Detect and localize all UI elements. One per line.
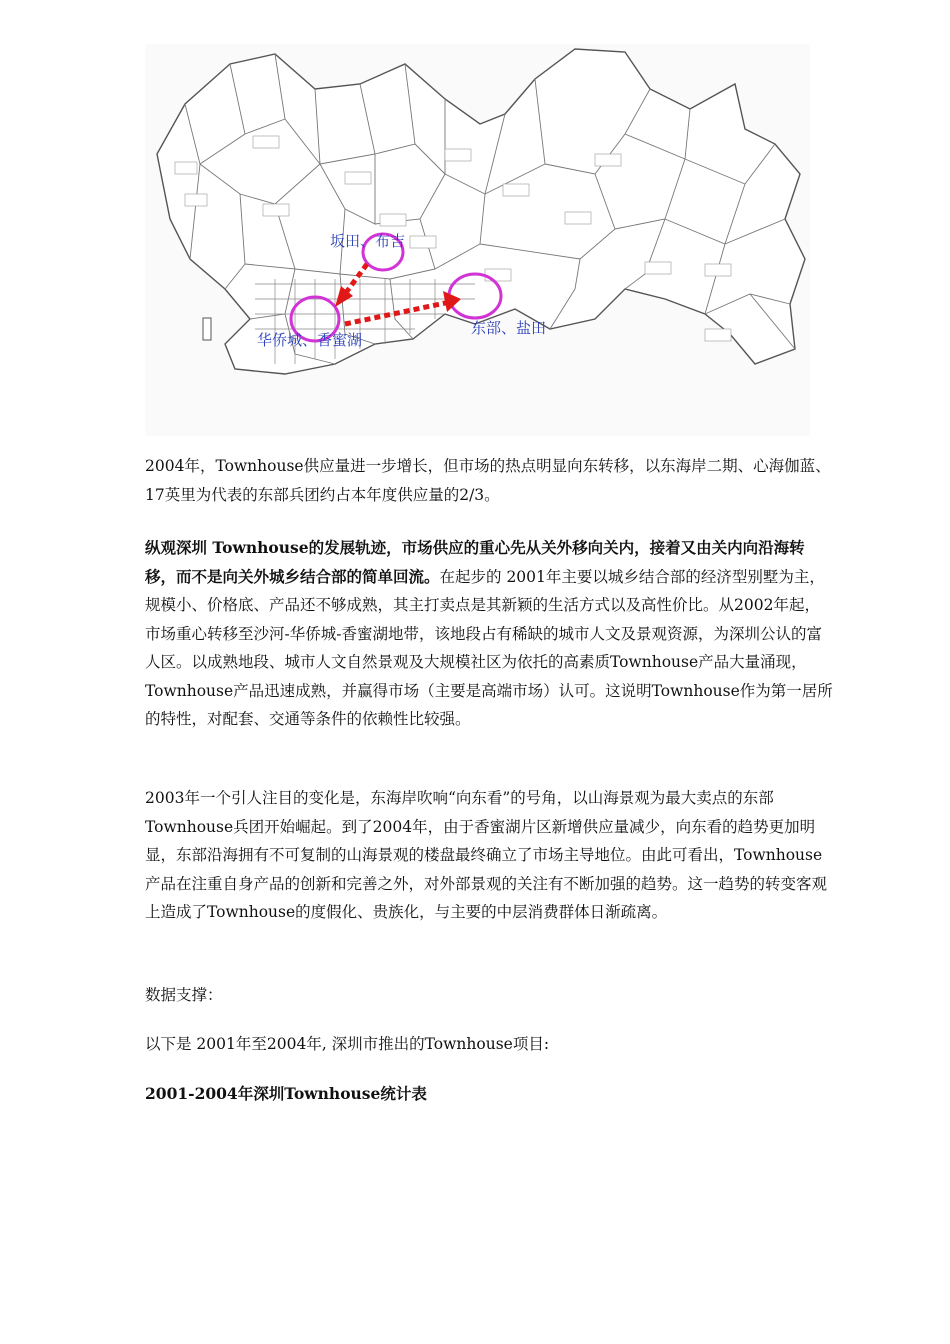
table-title: 2001-2004年深圳Townhouse统计表 (145, 1084, 427, 1103)
paragraph-development-trajectory (145, 534, 835, 734)
island (203, 318, 211, 340)
paragraph-body: 在起步的 2001年主要以城乡结合部的经济型别墅为主，规模小、价格底、产品还不够成熟，其主打卖点是其新颖的生活方式以及高性价比。从2002年起，市场重心转移至沙河-华侨城-香蜜湖地带，该地段占有稀缺的城市人文及景观资源，为深圳公认的富人区。以成熟地段、城市人文自然景观及大规模社区为依托的高素质Townhouse产品大量涌现，Townhouse产品迅速成熟，并赢得市场（主要是高端市场）认可。这说明Townhouse作为第一居所的特性，对配套、交通等条件的依赖性比较强。 (145, 567, 833, 728)
paragraph-2003-change: 2003年一个引人注目的变化是，东海岸吹响“向东看”的号角，以山海景观为最大卖点的东部Townhouse兵团开始崛起。到了2004年，由于香蜜湖片区新增供应量减少，向东看的趋势更加明显，东部沿海拥有不可复制的山海景观的楼盘最终确立了市场主导地位。由此可看出，Townhouse产品在注重自身产品的创新和完善之外，对外部景观的关注有不断加强的趋势。这一趋势的转变客观上造成了Townhouse的度假化、贵族化，与主要的中层消费群体日渐疏离。 (145, 789, 828, 921)
label-huaqiaocheng-xiangmihu: 华侨城、香蜜湖 (257, 331, 363, 349)
label-east-yantian: 东部、盐田 (471, 319, 547, 337)
label-bantian-buji: 坂田、布吉 (330, 232, 406, 250)
map-drawing (145, 44, 810, 436)
project-intro-line: 以下是 2001年至2004年, 深圳市推出的Townhouse项目: (145, 1035, 550, 1053)
paragraph-2004-summary: 2004年，Townhouse供应量进一步增长，但市场的热点明显向东转移，以东海岸二期、心海伽蓝、17英里为代表的东部兵团约占本年度供应量的2/3。 (145, 457, 831, 504)
shenzhen-district-map (145, 44, 810, 436)
data-support-heading: 数据支撑： (145, 986, 223, 1004)
paragraph-highlight: 纵观深圳 Townhouse的发展轨迹，市场供应的重心先从关外移向关内，接着又由关内向沿海转移，而不是向关外城乡结合部的简单回流。 (145, 538, 805, 586)
